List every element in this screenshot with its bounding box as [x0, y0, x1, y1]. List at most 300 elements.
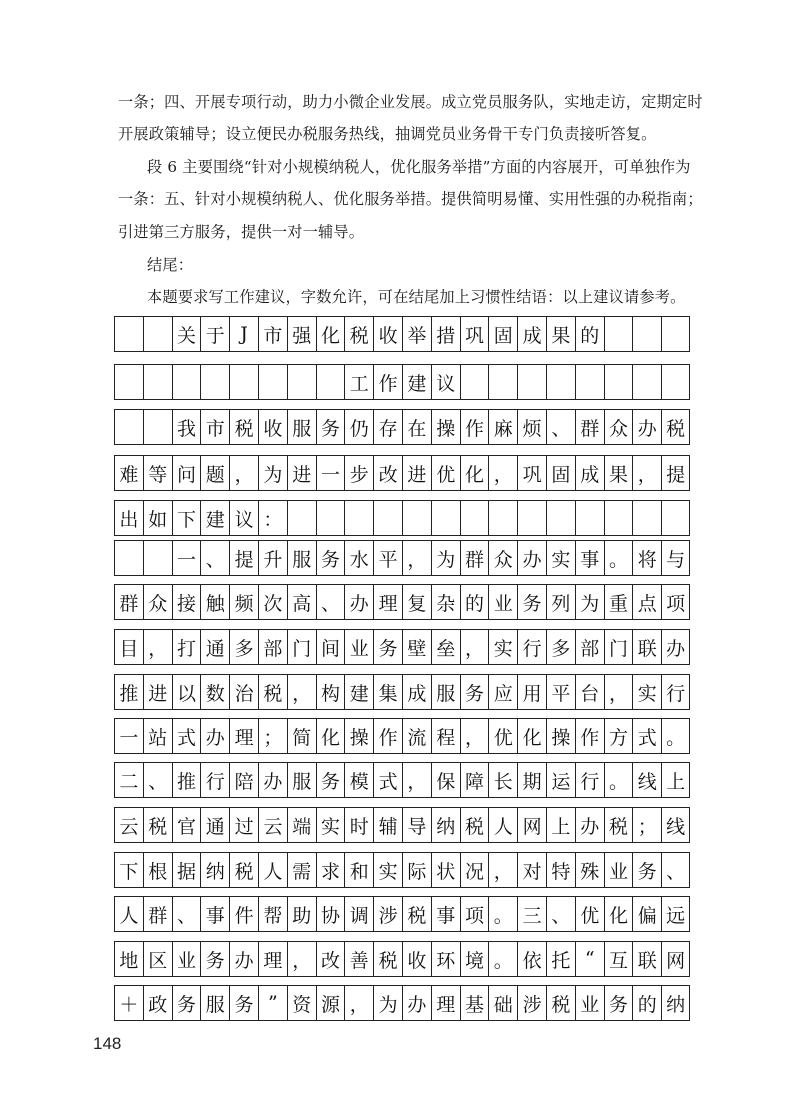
grid-cell: 和 — [344, 852, 373, 888]
grid-cell: 化 — [316, 316, 345, 352]
grid-cell: 强 — [287, 316, 316, 352]
grid-row — [114, 629, 690, 665]
grid-cell: 三 — [517, 896, 546, 932]
grid-cell: 务 — [200, 941, 229, 977]
grid-cell: 群 — [114, 584, 143, 620]
grid-cell: 际 — [402, 852, 431, 888]
grid-cell: 线 — [661, 807, 690, 843]
grid-cell: 触 — [200, 584, 229, 620]
grid-cell — [575, 364, 604, 400]
grid-cell: 务 — [316, 540, 345, 576]
grid-row — [114, 584, 690, 620]
grid-cell: 云 — [258, 807, 287, 843]
grid-cell: 部 — [575, 629, 604, 665]
grid-cell: 。 — [604, 540, 633, 576]
prose-line: 本题要求写工作建议，字数允许，可在结尾加上习惯性结语：以上建议请参考。 — [147, 288, 686, 306]
grid-cell — [114, 316, 143, 352]
grid-cell: 平 — [373, 540, 402, 576]
grid-cell: 础 — [488, 985, 517, 1021]
grid-cell: 善 — [344, 941, 373, 977]
grid-cell: 行 — [200, 762, 229, 798]
grid-cell: 务 — [632, 852, 661, 888]
grid-cell: 步 — [344, 455, 373, 491]
grid-cell: 状 — [431, 852, 460, 888]
grid-cell: ： — [258, 500, 287, 536]
grid-cell: 基 — [460, 985, 489, 1021]
grid-cell: ， — [287, 674, 316, 710]
grid-cell: 流 — [402, 718, 431, 754]
grid-cell: 平 — [546, 674, 575, 710]
grid-cell: 运 — [546, 762, 575, 798]
grid-cell: 为 — [431, 540, 460, 576]
grid-cell — [517, 500, 546, 536]
grid-cell: 。 — [604, 762, 633, 798]
grid-cell: 期 — [517, 762, 546, 798]
grid-cell: 将 — [632, 540, 661, 576]
grid-cell: 联 — [632, 629, 661, 665]
grid-cell: 务 — [604, 985, 633, 1021]
grid-cell: 化 — [604, 896, 633, 932]
grid-cell: 需 — [287, 852, 316, 888]
grid-cell: 纳 — [661, 985, 690, 1021]
grid-cell: 一 — [172, 540, 201, 576]
grid-cell: 。 — [488, 941, 517, 977]
grid-cell: 题 — [200, 455, 229, 491]
grid-cell: 优 — [431, 455, 460, 491]
grid-cell: 环 — [431, 941, 460, 977]
grid-cell: 业 — [344, 629, 373, 665]
grid-cell: 实 — [488, 629, 517, 665]
grid-cell: 工 — [344, 364, 373, 400]
grid-cell: 办 — [632, 409, 661, 445]
grid-cell: 出 — [114, 500, 143, 536]
prose-line: 一条：五、针对小规模纳税人、优化服务举措。提供简明易懂、实用性强的办税指南； — [118, 190, 703, 208]
grid-cell: 、 — [546, 896, 575, 932]
grid-cell: 我 — [172, 409, 201, 445]
grid-cell: 业 — [172, 941, 201, 977]
grid-cell: 巩 — [517, 455, 546, 491]
grid-cell: ， — [287, 941, 316, 977]
grid-cell: ＋ — [114, 985, 143, 1021]
grid-cell: 服 — [287, 409, 316, 445]
grid-cell: ， — [402, 762, 431, 798]
grid-cell: 依 — [517, 941, 546, 977]
grid-cell: 打 — [172, 629, 201, 665]
grid-cell — [287, 500, 316, 536]
grid-cell: 偏 — [632, 896, 661, 932]
grid-row — [114, 500, 690, 536]
grid-cell — [287, 364, 316, 400]
grid-cell: ， — [632, 455, 661, 491]
grid-cell: 部 — [258, 629, 287, 665]
grid-cell: 群 — [143, 896, 172, 932]
grid-cell: 云 — [114, 807, 143, 843]
grid-row — [114, 807, 690, 843]
grid-cell: 作 — [373, 718, 402, 754]
grid-cell: 办 — [200, 718, 229, 754]
grid-cell: 下 — [172, 500, 201, 536]
grid-cell: 服 — [431, 674, 460, 710]
grid-cell — [661, 500, 690, 536]
grid-cell: 业 — [604, 852, 633, 888]
grid-cell: 台 — [575, 674, 604, 710]
grid-cell: 业 — [575, 985, 604, 1021]
grid-cell — [229, 364, 258, 400]
grid-cell: 办 — [258, 762, 287, 798]
grid-cell: 上 — [546, 807, 575, 843]
grid-cell: 众 — [143, 584, 172, 620]
grid-cell: 巩 — [460, 316, 489, 352]
grid-cell: 务 — [517, 584, 546, 620]
grid-cell: 上 — [661, 762, 690, 798]
grid-cell: 殊 — [575, 852, 604, 888]
grid-cell: “ — [575, 941, 604, 977]
grid-cell: 辅 — [373, 807, 402, 843]
grid-row — [114, 540, 690, 576]
grid-cell — [200, 364, 229, 400]
grid-cell: 时 — [344, 807, 373, 843]
grid-cell — [632, 364, 661, 400]
grid-cell — [604, 364, 633, 400]
grid-cell: 特 — [546, 852, 575, 888]
grid-row — [114, 674, 690, 710]
grid-cell: 收 — [258, 409, 287, 445]
grid-cell: 列 — [546, 584, 575, 620]
grid-cell: 数 — [200, 674, 229, 710]
grid-cell — [632, 500, 661, 536]
grid-row — [114, 316, 690, 352]
grid-cell: 市 — [200, 409, 229, 445]
grid-cell: 群 — [460, 540, 489, 576]
grid-cell: 举 — [402, 316, 431, 352]
grid-cell: 通 — [200, 807, 229, 843]
grid-cell: 点 — [632, 584, 661, 620]
grid-cell — [546, 500, 575, 536]
grid-cell — [575, 500, 604, 536]
grid-cell: 式 — [632, 718, 661, 754]
grid-cell: 化 — [316, 718, 345, 754]
grid-cell: 操 — [546, 718, 575, 754]
grid-cell: 、 — [546, 409, 575, 445]
grid-cell: ； — [632, 807, 661, 843]
grid-cell: 议 — [229, 500, 258, 536]
grid-cell — [316, 500, 345, 536]
grid-cell: ； — [258, 718, 287, 754]
grid-cell: 难 — [114, 455, 143, 491]
grid-cell: 复 — [402, 584, 431, 620]
grid-cell — [143, 540, 172, 576]
grid-cell: 、 — [661, 852, 690, 888]
grid-cell: 重 — [604, 584, 633, 620]
grid-cell: 托 — [546, 941, 575, 977]
grid-cell: 方 — [604, 718, 633, 754]
grid-cell: 改 — [373, 455, 402, 491]
grid-cell: 务 — [316, 762, 345, 798]
grid-cell — [488, 500, 517, 536]
grid-cell: ， — [488, 852, 517, 888]
grid-cell: 频 — [229, 584, 258, 620]
grid-cell: 操 — [431, 409, 460, 445]
grid-cell: 升 — [258, 540, 287, 576]
grid-cell: 壁 — [402, 629, 431, 665]
grid-cell: 杂 — [431, 584, 460, 620]
grid-cell: 境 — [460, 941, 489, 977]
grid-row — [114, 762, 690, 798]
grid-cell: ， — [460, 718, 489, 754]
grid-cell: 的 — [632, 985, 661, 1021]
grid-cell: 办 — [402, 985, 431, 1021]
grid-cell: 纳 — [431, 807, 460, 843]
grid-cell: 一 — [316, 455, 345, 491]
grid-cell: 实 — [632, 674, 661, 710]
grid-cell: 税 — [258, 674, 287, 710]
grid-cell: ， — [229, 455, 258, 491]
grid-cell: ， — [143, 629, 172, 665]
grid-cell — [632, 316, 661, 352]
grid-cell: ” — [258, 985, 287, 1021]
prose-line: 一条；四、开展专项行动，助力小微企业发展。成立党员服务队，实地走访，定期定时 — [118, 93, 703, 111]
grid-cell: 推 — [114, 674, 143, 710]
grid-cell: 式 — [373, 762, 402, 798]
grid-cell: 高 — [287, 584, 316, 620]
grid-cell: 建 — [200, 500, 229, 536]
grid-cell — [402, 500, 431, 536]
grid-cell: 成 — [402, 674, 431, 710]
grid-cell — [172, 364, 201, 400]
grid-cell: 税 — [143, 807, 172, 843]
grid-cell: 事 — [575, 540, 604, 576]
grid-cell: 协 — [316, 896, 345, 932]
grid-cell: 目 — [114, 629, 143, 665]
grid-cell: 提 — [229, 540, 258, 576]
grid-cell: 税 — [344, 316, 373, 352]
grid-cell: 垒 — [431, 629, 460, 665]
grid-cell: 构 — [316, 674, 345, 710]
grid-cell — [661, 316, 690, 352]
grid-cell: 据 — [172, 852, 201, 888]
grid-cell: 服 — [200, 985, 229, 1021]
grid-cell: 收 — [373, 316, 402, 352]
grid-cell: 项 — [661, 584, 690, 620]
grid-cell: 税 — [229, 409, 258, 445]
grid-cell: 、 — [200, 540, 229, 576]
grid-cell: 理 — [373, 584, 402, 620]
grid-cell: 提 — [661, 455, 690, 491]
grid-cell: 为 — [258, 455, 287, 491]
grid-cell: 线 — [632, 762, 661, 798]
grid-row — [114, 941, 690, 977]
grid-cell: 麻 — [488, 409, 517, 445]
grid-cell: 务 — [316, 409, 345, 445]
grid-cell: 调 — [344, 896, 373, 932]
grid-cell: 纳 — [200, 852, 229, 888]
grid-cell — [143, 316, 172, 352]
grid-cell: 、 — [143, 762, 172, 798]
grid-cell: 网 — [517, 807, 546, 843]
grid-cell: 多 — [229, 629, 258, 665]
grid-row — [114, 718, 690, 754]
grid-cell: 成 — [517, 316, 546, 352]
grid-cell: 进 — [143, 674, 172, 710]
grid-cell: 障 — [460, 762, 489, 798]
grid-cell: 税 — [546, 985, 575, 1021]
grid-cell: 作 — [575, 718, 604, 754]
grid-cell: 网 — [661, 941, 690, 977]
grid-cell: 行 — [517, 629, 546, 665]
grid-cell: 门 — [604, 629, 633, 665]
grid-cell: 助 — [287, 896, 316, 932]
grid-cell: 进 — [402, 455, 431, 491]
grid-cell: 人 — [488, 807, 517, 843]
grid-cell: 服 — [287, 540, 316, 576]
grid-cell: 程 — [431, 718, 460, 754]
grid-cell: 治 — [229, 674, 258, 710]
grid-cell: 多 — [546, 629, 575, 665]
grid-cell: 的 — [460, 584, 489, 620]
grid-cell: 果 — [604, 455, 633, 491]
grid-cell: 下 — [114, 852, 143, 888]
grid-cell — [143, 364, 172, 400]
grid-row — [114, 896, 690, 932]
grid-cell: 。 — [661, 718, 690, 754]
grid-cell — [114, 364, 143, 400]
grid-cell: 众 — [604, 409, 633, 445]
grid-cell: 通 — [200, 629, 229, 665]
grid-cell: 区 — [143, 941, 172, 977]
grid-cell: 等 — [143, 455, 172, 491]
grid-cell: 、 — [172, 896, 201, 932]
grid-cell: 况 — [460, 852, 489, 888]
grid-cell: 以 — [172, 674, 201, 710]
grid-row — [114, 364, 690, 400]
grid-cell: 集 — [373, 674, 402, 710]
grid-cell: 、 — [316, 584, 345, 620]
grid-cell: 二 — [114, 762, 143, 798]
grid-cell: ， — [402, 540, 431, 576]
grid-cell: 进 — [287, 455, 316, 491]
grid-cell: 。 — [488, 896, 517, 932]
grid-cell: 群 — [575, 409, 604, 445]
grid-cell: 务 — [460, 674, 489, 710]
grid-cell: 帮 — [258, 896, 287, 932]
grid-cell: 陪 — [229, 762, 258, 798]
grid-cell: 推 — [172, 762, 201, 798]
grid-cell: 行 — [661, 674, 690, 710]
grid-cell: 收 — [402, 941, 431, 977]
grid-cell — [258, 364, 287, 400]
grid-cell: 用 — [517, 674, 546, 710]
grid-cell: ， — [460, 629, 489, 665]
grid-cell: 服 — [287, 762, 316, 798]
grid-cell: 成 — [575, 455, 604, 491]
grid-cell: 与 — [661, 540, 690, 576]
grid-cell — [460, 364, 489, 400]
grid-row — [114, 985, 690, 1021]
grid-cell — [546, 364, 575, 400]
grid-cell: 理 — [229, 718, 258, 754]
grid-cell: 果 — [546, 316, 575, 352]
grid-cell — [114, 540, 143, 576]
grid-cell: 税 — [661, 409, 690, 445]
grid-cell — [604, 316, 633, 352]
prose-line: 结尾： — [147, 256, 194, 274]
grid-cell: 涉 — [373, 896, 402, 932]
grid-cell: 行 — [575, 762, 604, 798]
grid-cell: 税 — [373, 941, 402, 977]
grid-row — [114, 852, 690, 888]
grid-cell: 涉 — [517, 985, 546, 1021]
grid-cell: 办 — [229, 941, 258, 977]
grid-cell: 业 — [488, 584, 517, 620]
grid-cell: 务 — [172, 985, 201, 1021]
grid-cell — [373, 500, 402, 536]
grid-cell: 地 — [114, 941, 143, 977]
grid-cell: 作 — [373, 364, 402, 400]
grid-cell: 关 — [172, 316, 201, 352]
grid-cell — [114, 409, 143, 445]
prose-line: 开展政策辅导；设立便民办税服务热线，抽调党员业务骨干专门负责接听答复。 — [118, 125, 657, 143]
grid-cell: 接 — [172, 584, 201, 620]
grid-cell: 税 — [460, 807, 489, 843]
grid-cell: 一 — [114, 718, 143, 754]
grid-cell: 议 — [431, 364, 460, 400]
grid-cell: 税 — [229, 852, 258, 888]
grid-row — [114, 409, 690, 445]
grid-cell: 式 — [172, 718, 201, 754]
grid-cell: 事 — [431, 896, 460, 932]
grid-cell: 次 — [258, 584, 287, 620]
grid-cell: 过 — [229, 807, 258, 843]
grid-cell: 根 — [143, 852, 172, 888]
grid-cell: 政 — [143, 985, 172, 1021]
grid-cell: 源 — [316, 985, 345, 1021]
grid-cell: 事 — [200, 896, 229, 932]
grid-cell: 实 — [373, 852, 402, 888]
grid-cell: 务 — [229, 985, 258, 1021]
grid-cell: 税 — [604, 807, 633, 843]
grid-cell: 市 — [258, 316, 287, 352]
grid-cell: 模 — [344, 762, 373, 798]
grid-cell: 人 — [114, 896, 143, 932]
grid-cell: 实 — [316, 807, 345, 843]
grid-cell: 优 — [488, 718, 517, 754]
grid-cell: 于 — [200, 316, 229, 352]
grid-cell — [661, 364, 690, 400]
grid-cell: 化 — [517, 718, 546, 754]
grid-cell — [604, 500, 633, 536]
grid-cell — [488, 364, 517, 400]
grid-cell: 务 — [373, 629, 402, 665]
grid-cell: 互 — [604, 941, 633, 977]
grid-cell: 长 — [488, 762, 517, 798]
grid-cell: 理 — [431, 985, 460, 1021]
grid-cell: 保 — [431, 762, 460, 798]
grid-cell: 对 — [517, 852, 546, 888]
grid-cell: 作 — [460, 409, 489, 445]
grid-cell — [460, 500, 489, 536]
grid-cell: 如 — [143, 500, 172, 536]
grid-cell: 理 — [258, 941, 287, 977]
grid-cell: 办 — [517, 540, 546, 576]
grid-cell — [143, 409, 172, 445]
grid-cell: 间 — [316, 629, 345, 665]
grid-cell: 税 — [402, 896, 431, 932]
grid-cell: 固 — [546, 455, 575, 491]
grid-cell: 求 — [316, 852, 345, 888]
grid-cell: ， — [344, 985, 373, 1021]
grid-cell: 存 — [373, 409, 402, 445]
grid-cell: 站 — [143, 718, 172, 754]
